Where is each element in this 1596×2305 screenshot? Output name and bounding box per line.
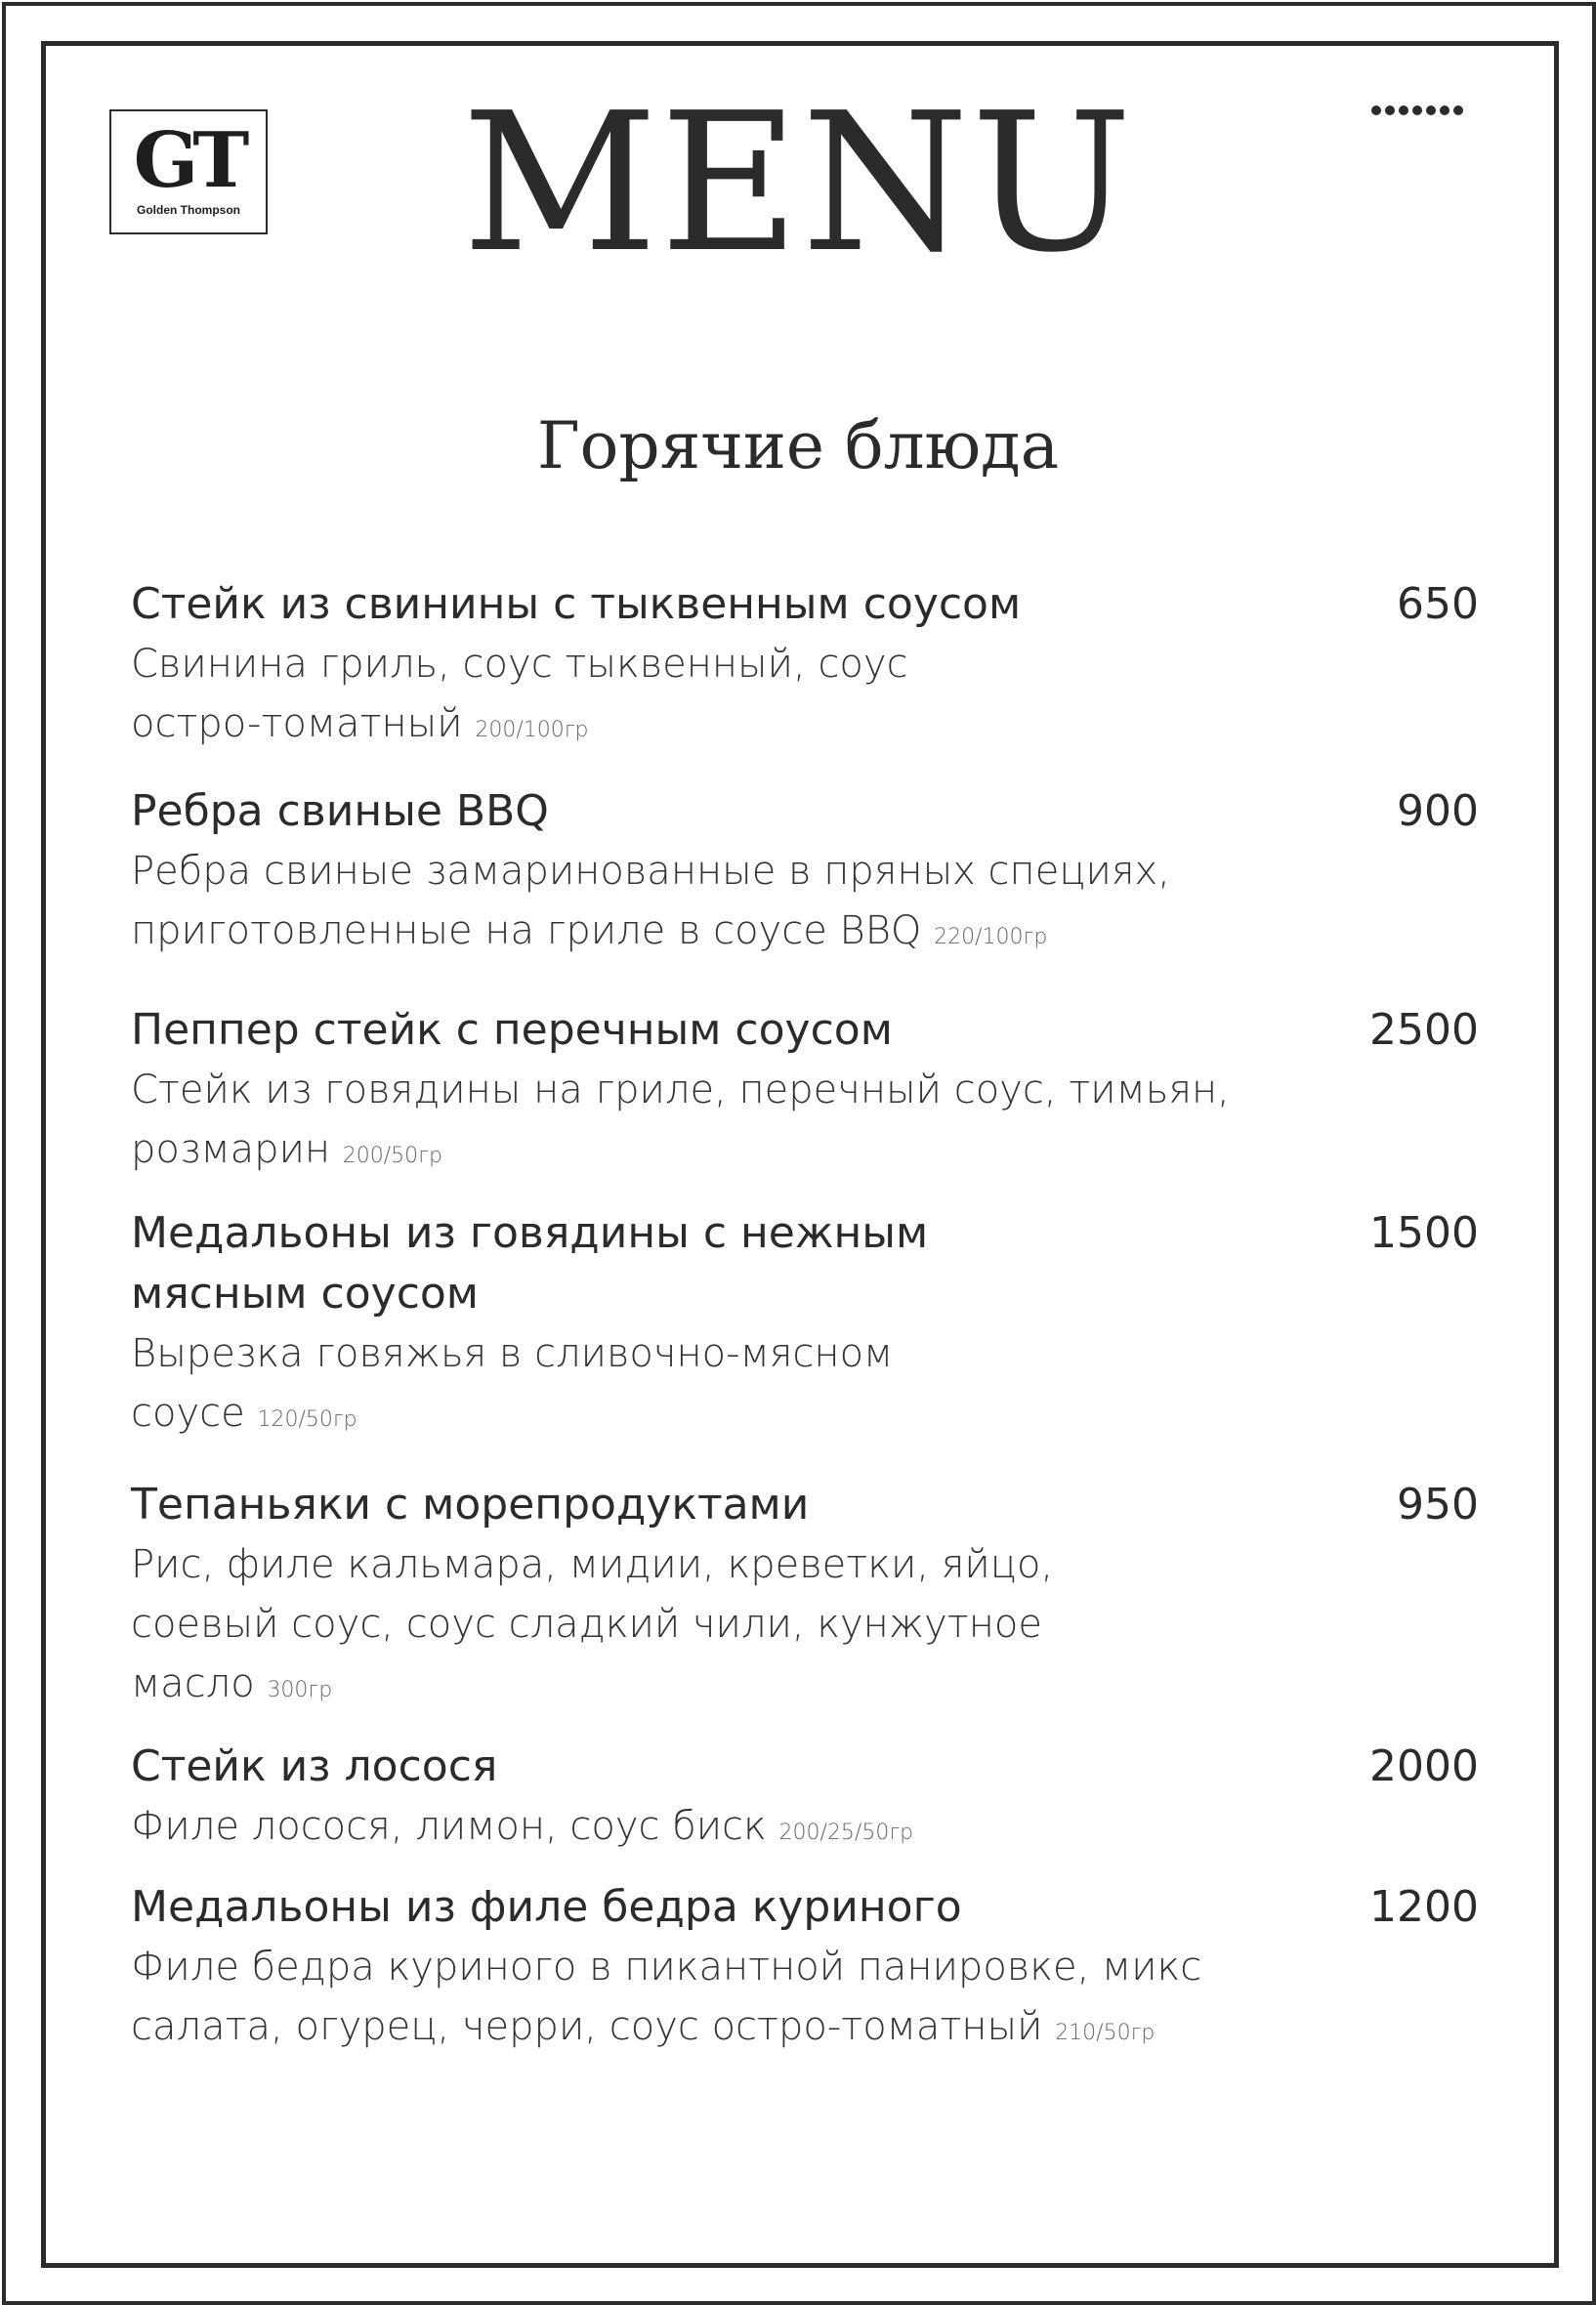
dish-weight: 300гр: [267, 1678, 333, 1702]
dish-description-text: Филе лосося, лимон, соус биск: [131, 1804, 767, 1849]
section-title: Горячие блюда: [536, 408, 1060, 483]
dish-name: Пеппер стейк с перечным соусом: [131, 1005, 893, 1055]
dish-name: Тепаньяки с морепродуктами: [131, 1480, 810, 1530]
dish-item: [131, 574, 1479, 760]
dish-item: [131, 1737, 1479, 1863]
logo-name: Golden Thompson: [137, 203, 240, 217]
dish-description: [131, 1061, 1244, 1186]
menu-title: MENU: [461, 72, 1135, 295]
dish-name: Стейк из свинины с тыквенным соусом: [131, 579, 1022, 629]
dish-item: [131, 1203, 1479, 1449]
dish-price: 1200: [1369, 1882, 1479, 1932]
dish-item: [131, 1000, 1479, 1186]
dish-description-text: Рис, филе кальмара, мидии, креветки, яйцо, соевый соус, соус сладкий чили, кунжутное масло: [131, 1542, 1054, 1706]
dish-item: [131, 1877, 1479, 2063]
dish-description: [131, 635, 1010, 760]
dish-weight: 120/50гр: [257, 1407, 357, 1432]
dish-description-text: Вырезка говяжья в сливочно-мясном соусе: [131, 1331, 894, 1436]
dish-weight: 200/50гр: [342, 1144, 442, 1168]
dish-name: Медальоны из говядины с нежным мясным соусом: [131, 1208, 929, 1319]
dish-description-text: Стейк из говядины на гриле, перечный соус, тимьян, розмарин: [131, 1068, 1230, 1172]
dish-name: Медальоны из филе бедра куриного: [131, 1882, 962, 1932]
dish-description: [131, 1535, 1166, 1720]
logo-mark: GT: [133, 116, 244, 205]
dish-item: [131, 1475, 1479, 1720]
dish-description: [131, 842, 1244, 967]
dish-description-text: Свинина гриль, соус тыквенный, соус острo-томатный: [131, 642, 908, 746]
dish-description: [131, 1324, 1010, 1449]
dish-description-text: Филе бедра куриного в пикантной панировке, микс салата, огурец, черри, соус остро-томатный: [131, 1945, 1202, 2049]
dish-price: 1500: [1369, 1208, 1479, 1258]
dish-price: 950: [1397, 1480, 1479, 1530]
dish-item: [131, 781, 1479, 967]
dish-name: Стейк из лосося: [131, 1741, 498, 1791]
dish-weight: 200/25/50гр: [778, 1821, 914, 1845]
dish-price: 2000: [1369, 1741, 1479, 1791]
dish-description: [131, 1938, 1235, 2063]
dish-price: 2500: [1369, 1005, 1479, 1055]
dish-price: 900: [1397, 786, 1479, 836]
dish-description-text: Ребра свиные замаринованные в пряных специях, приготовленные на гриле в соусе BBQ: [131, 849, 1170, 953]
dish-price: 650: [1397, 579, 1479, 629]
dish-name: Ребра свиные BBQ: [131, 786, 549, 836]
dish-weight: 210/50гр: [1055, 2021, 1155, 2045]
dish-weight: 200/100гр: [475, 718, 589, 742]
dish-weight: 220/100гр: [934, 925, 1048, 949]
dish-description: [131, 1797, 1244, 1863]
